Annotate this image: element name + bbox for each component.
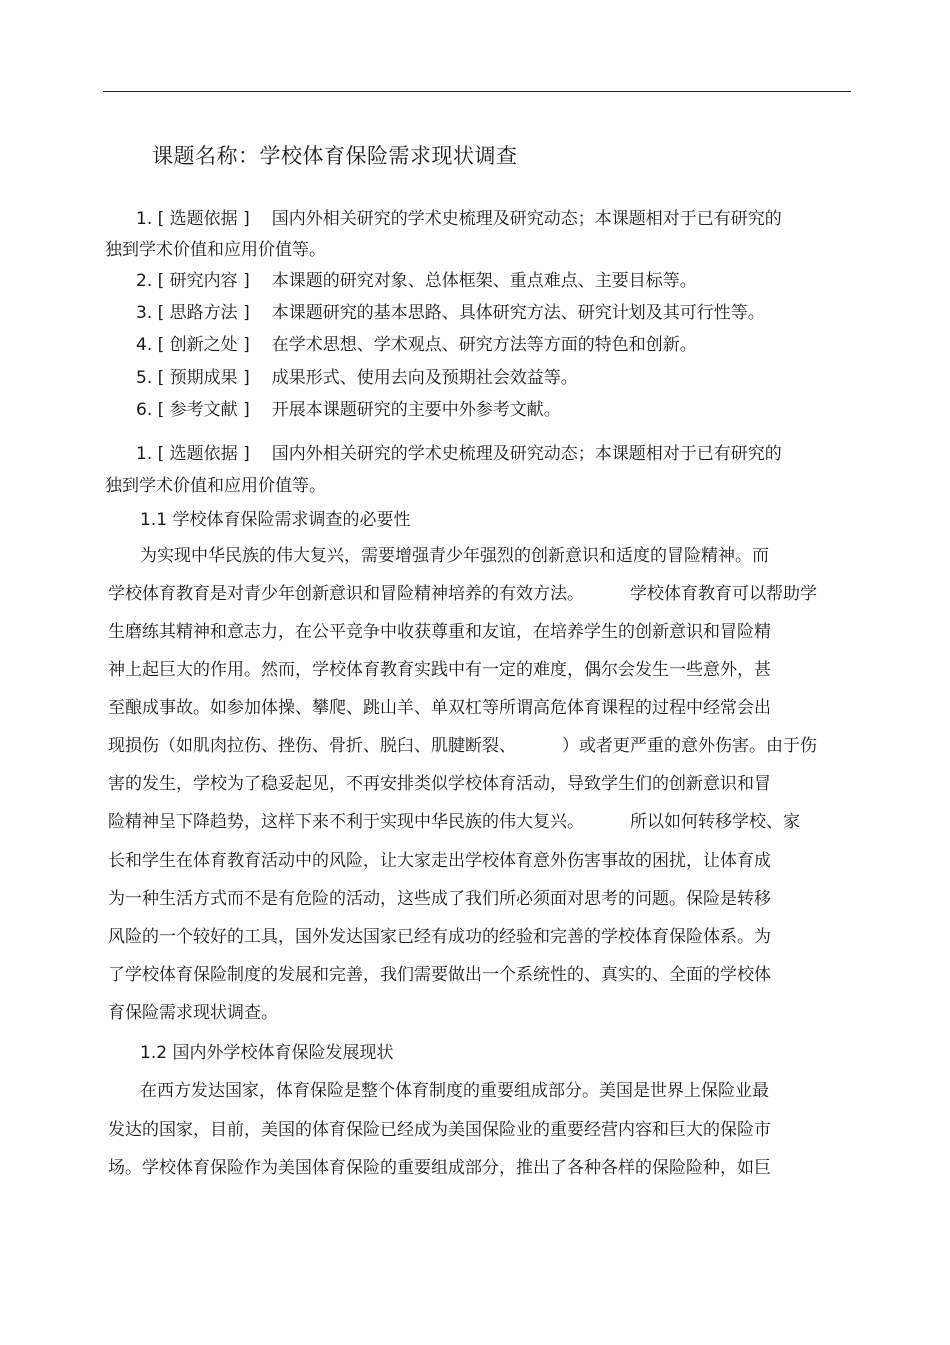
- outline-num: 3.: [136, 303, 153, 323]
- outline-item-5: [136, 366, 578, 390]
- outline-label: [ 研究内容 ]: [157, 271, 250, 291]
- paragraph-line: 场。学校体育保险作为美国体育保险的重要组成部分，推出了各种各样的保险险种，如巨: [108, 1158, 771, 1178]
- outline-num: 1.: [136, 209, 153, 229]
- outline-item-6: [136, 398, 561, 422]
- outline-item-3: [136, 301, 765, 325]
- line-part: 现损伤（如肌肉拉伤、挫伤、骨折、脱臼、肌腱断裂、: [108, 736, 516, 756]
- paragraph-line: [108, 810, 800, 834]
- outline-label: [ 创新之处 ]: [157, 335, 250, 355]
- outline-item-1-cont: 独到学术价值和应用价值等。: [105, 240, 326, 260]
- section-heading-cont: 独到学术价值和应用价值等。: [105, 476, 326, 496]
- paragraph-line: 在西方发达国家，体育保险是整个体育制度的重要组成部分。美国是世界上保险业最: [140, 1081, 769, 1101]
- outline-text: 本课题研究的基本思路、具体研究方法、研究计划及其可行性等。: [271, 303, 765, 323]
- subsection-heading: 1.1 学校体育保险需求调查的必要性: [140, 510, 411, 530]
- outline-num: 5.: [136, 368, 153, 388]
- paragraph-line: 为实现中华民族的伟大复兴，需要增强青少年强烈的创新意识和适度的冒险精神。而: [140, 546, 769, 566]
- paragraph-line: 了学校体育保险制度的发展和完善，我们需要做出一个系统性的、真实的、全面的学校体: [108, 965, 771, 985]
- paragraph-line: 长和学生在体育教育活动中的风险，让大家走出学校体育意外伤害事故的困扰，让体育成: [108, 851, 771, 871]
- paragraph-line: 发达的国家，目前，美国的体育保险已经成为美国保险业的重要经营内容和巨大的保险市: [108, 1120, 771, 1140]
- paragraph-line: 生磨练其精神和意志力，在公平竞争中收获尊重和友谊，在培养学生的创新意识和冒险精: [108, 622, 771, 642]
- outline-num: 4.: [136, 335, 153, 355]
- paragraph-line: 育保险需求现状调查。: [108, 1003, 278, 1023]
- paragraph-line: 害的发生，学校为了稳妥起见，不再安排类似学校体育活动，导致学生们的创新意识和冒: [108, 774, 771, 794]
- outline-item-1: [136, 207, 782, 231]
- section-text: 国内外相关研究的学术史梳理及研究动态；本课题相对于已有研究的: [271, 444, 782, 464]
- outline-text: 成果形式、使用去向及预期社会效益等。: [271, 368, 578, 388]
- paragraph-line: 为一种生活方式而不是有危险的活动，这些成了我们所必须面对思考的问题。保险是转移: [108, 889, 771, 909]
- line-part: 学校体育教育是对青少年创新意识和冒险精神培养的有效方法。: [108, 584, 584, 604]
- paragraph-line: 风险的一个较好的工具，国外发达国家已经有成功的经验和完善的学校体育保险体系。为: [108, 927, 771, 947]
- paragraph-line: 至酿成事故。如参加体操、攀爬、跳山羊、单双杠等所谓高危体育课程的过程中经常会出: [108, 698, 771, 718]
- outline-label: [ 参考文献 ]: [157, 400, 250, 420]
- outline-text: 开展本课题研究的主要中外参考文献。: [271, 400, 561, 420]
- page-title: 课题名称：学校体育保险需求现状调查: [152, 144, 518, 168]
- section-label: [ 选题依据 ]: [157, 444, 250, 464]
- outline-label: [ 选题依据 ]: [157, 209, 250, 229]
- header-rule: [103, 91, 851, 92]
- section-num: 1.: [136, 444, 153, 464]
- outline-item-4: [136, 333, 697, 357]
- line-part: 险精神呈下降趋势，这样下来不利于实现中华民族的伟大复兴。: [108, 812, 584, 832]
- outline-label: [ 预期成果 ]: [157, 368, 250, 388]
- line-part: ）或者更严重的意外伤害。由于伤: [562, 736, 817, 756]
- line-part: 学校体育教育可以帮助学: [630, 584, 817, 604]
- outline-item-2: [136, 269, 697, 293]
- line-part: 所以如何转移学校、家: [630, 812, 800, 832]
- outline-num: 6.: [136, 400, 153, 420]
- subsection-heading: 1.2 国内外学校体育保险发展现状: [140, 1043, 394, 1063]
- section-heading: [136, 442, 782, 466]
- outline-text: 在学术思想、学术观点、研究方法等方面的特色和创新。: [271, 335, 697, 355]
- paragraph-line: 神上起巨大的作用。然而，学校体育教育实践中有一定的难度，偶尔会发生一些意外，甚: [108, 660, 771, 680]
- outline-label: [ 思路方法 ]: [157, 303, 250, 323]
- outline-text: 本课题的研究对象、总体框架、重点难点、主要目标等。: [271, 271, 697, 291]
- outline-num: 2.: [136, 271, 153, 291]
- outline-text: 国内外相关研究的学术史梳理及研究动态；本课题相对于已有研究的: [271, 209, 782, 229]
- paragraph-line: [108, 582, 817, 606]
- paragraph-line: [108, 734, 817, 758]
